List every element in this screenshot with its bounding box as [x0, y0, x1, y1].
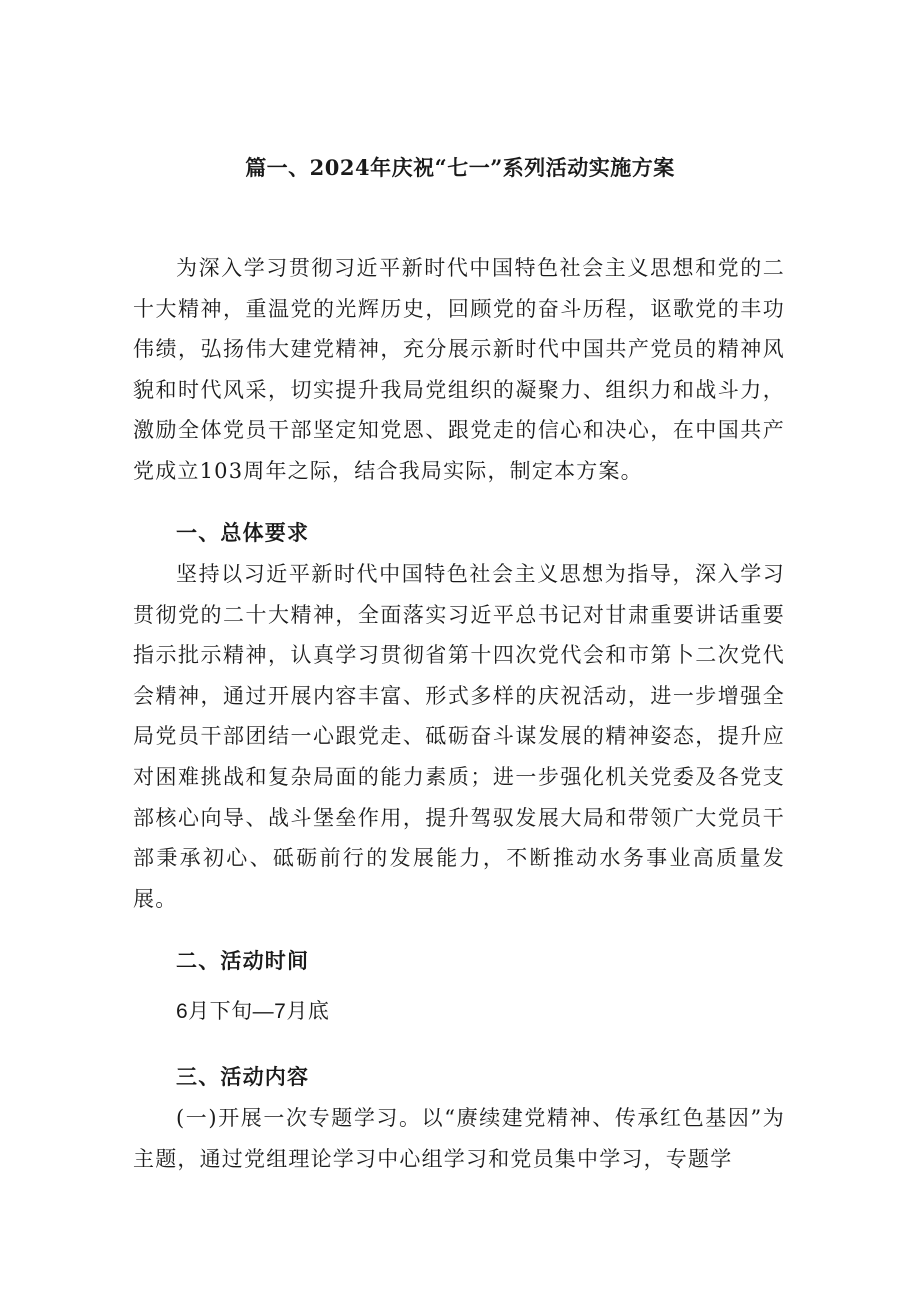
section-heading-activity-content: 三、活动内容	[176, 1064, 310, 1089]
section-heading-activity-time: 二、活动时间	[176, 948, 310, 973]
intro-paragraph: 为深入学习贯彻习近平新时代中国特色社会主义思想和党的二十大精神，重温党的光辉历史，回顾党的奋斗历程，讴歌党的丰功伟绩，弘扬伟大建党精神，充分展示新时代中国共产党员的精神风貌和时代风采，切实提升我局党组织的凝聚力、组织力和战斗力，激励全体党员干部坚定知党恩、跟党走的信心和决心，在中国共产党成立103周年之际，结合我局实际，制定本方案。	[133, 256, 785, 483]
activity-time-text: 6月下旬—7月底	[176, 1000, 330, 1023]
document-title: 篇一、2024年庆祝“七一”系列活动实施方案	[245, 155, 675, 180]
activity-content-paragraph: (一)开展一次专题学习。以“赓续建党精神、传承红色基因”为主题，通过党组理论学习中心组学习和党员集中学习，专题学	[133, 1106, 785, 1171]
overall-requirements-paragraph: 坚持以习近平新时代中国特色社会主义思想为指导，深入学习贯彻党的二十大精神，全面落实习近平总书记对甘肃重要讲话重要指示批示精神，认真学习贯彻省第十四次党代会和市第卜二次党代会精神，通过开展内容丰富、形式多样的庆祝活动，进一步增强全局党员干部团结一心跟党走、砥砺奋斗谋发展的精神姿态，提升应对困难挑战和复杂局面的能力素质；进一步强化机关党委及各党支部核心向导、战斗堡垒作用，提升驾驭发展大局和带领广大党员干部秉承初心、砥砺前行的发展能力，不断推动水务事业高质量发展。	[133, 562, 785, 911]
section-heading-overall-requirements: 一、总体要求	[176, 520, 310, 545]
